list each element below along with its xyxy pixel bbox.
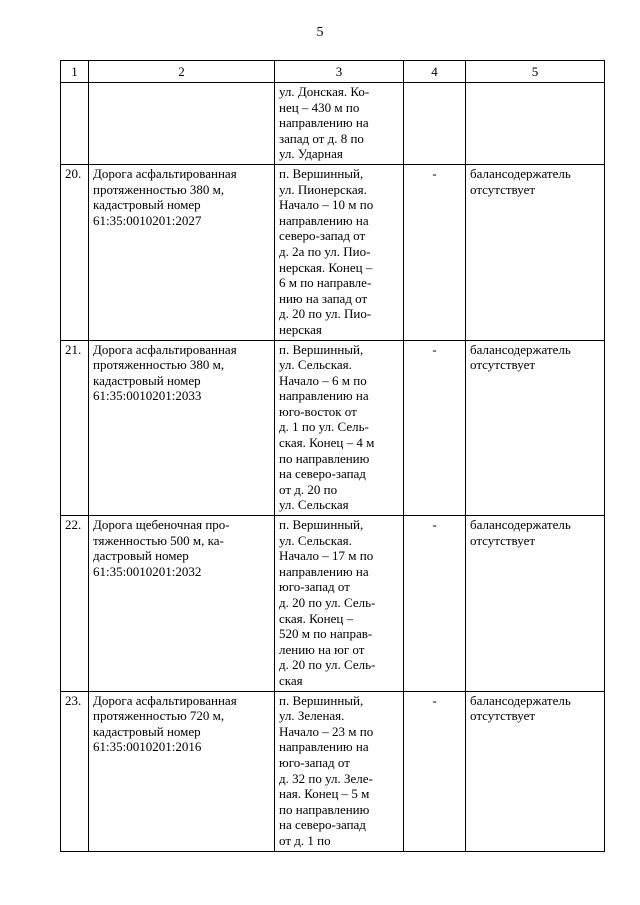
roads-register-table	[60, 60, 605, 852]
road-description-cell	[89, 691, 275, 851]
row-number: 23.	[61, 691, 89, 851]
balance-holder-cell	[466, 83, 605, 165]
road-location-line: п. Вершинный,	[279, 692, 364, 708]
road-description-line: Дорога щебеночная про-	[93, 517, 230, 533]
road-location-line: 6 м по направле-	[279, 275, 372, 291]
road-description-line: 61:35:0010201:2016	[93, 739, 202, 755]
road-description-cell	[89, 164, 275, 340]
road-location-line: направлению на	[279, 212, 369, 228]
road-location-line: ская	[279, 672, 303, 688]
road-location-line: Начало – 10 м по	[279, 197, 374, 213]
road-location-line: ул. Донская. Ко-	[279, 84, 370, 99]
road-location-line: нерская	[279, 321, 322, 337]
road-description-cell	[89, 83, 275, 165]
road-description-line: кадастровый номер	[93, 723, 201, 739]
road-location-cell	[275, 691, 404, 851]
column-4-value	[404, 83, 466, 165]
road-location-line: д. 20 по ул. Сель-	[279, 657, 376, 673]
road-description-line: 61:35:0010201:2033	[93, 388, 202, 404]
balance-holder-line: балансодержатель	[470, 165, 571, 181]
table-row	[61, 164, 605, 340]
road-location-cell	[275, 340, 404, 516]
road-location-line: д. 2а по ул. Пио-	[279, 243, 371, 259]
row-number: 20.	[61, 164, 89, 340]
road-description-line: кадастровый номер	[93, 372, 201, 388]
road-location-line: ная. Конец – 5 м	[279, 786, 370, 802]
road-location-line: д. 20 по ул. Пио-	[279, 306, 372, 322]
balance-holder-cell	[466, 516, 605, 692]
road-location-line: юго-запад от	[279, 579, 350, 595]
road-location-line: направлению на	[279, 115, 369, 131]
balance-holder-cell	[466, 340, 605, 516]
road-description-line: кадастровый номер	[93, 197, 201, 213]
row-number	[61, 83, 89, 165]
road-location-line: запад от д. 8 по	[279, 130, 364, 146]
road-location-line: п. Вершинный,	[279, 341, 364, 357]
table-row	[61, 340, 605, 516]
balance-holder-line: балансодержатель	[470, 341, 571, 357]
road-location-line: направлению на	[279, 388, 369, 404]
road-location-line: п. Вершинный,	[279, 517, 364, 533]
page-number: 5	[316, 25, 324, 40]
balance-holder-line: отсутствует	[470, 181, 536, 197]
road-description-line: тяженностью 500 м, ка-	[93, 532, 224, 548]
table-row	[61, 83, 605, 165]
road-description-line: Дорога асфальтированная	[93, 341, 237, 357]
road-location-line: на северо-запад	[279, 817, 366, 833]
road-location-line: по направлению	[279, 801, 370, 817]
road-location-line: от д. 1 по	[279, 832, 331, 848]
road-description-line: протяженностью 380 м,	[93, 181, 225, 197]
road-description-line: 61:35:0010201:2032	[93, 563, 202, 579]
column-4-value: -	[404, 691, 466, 851]
road-description-line: протяженностью 380 м,	[93, 357, 225, 373]
road-location-line: Начало – 6 м по	[279, 372, 367, 388]
road-location-line: нерская. Конец –	[279, 259, 373, 275]
road-location-line: нию на запад от	[279, 290, 368, 306]
road-location-line: п. Вершинный,	[279, 165, 364, 181]
road-description-line: дастровый номер	[93, 548, 189, 564]
table-row	[61, 691, 605, 851]
road-location-cell	[275, 164, 404, 340]
road-location-line: ул. Ударная	[279, 146, 343, 162]
balance-holder-line: отсутствует	[470, 708, 536, 724]
road-location-line: направлению на	[279, 563, 369, 579]
road-location-line: ул. Сельская.	[279, 532, 352, 548]
road-description-cell	[89, 340, 275, 516]
road-description-line: Дорога асфальтированная	[93, 165, 237, 181]
road-location-line: д. 1 по ул. Сель-	[279, 419, 369, 435]
road-location-line: ул. Пионерская.	[279, 181, 367, 197]
road-location-line: на северо-запад	[279, 466, 366, 482]
road-location-line: Начало – 17 м по	[279, 548, 374, 564]
table-row	[61, 516, 605, 692]
road-location-line: нец – 430 м по	[279, 99, 360, 115]
road-location-line: ул. Зеленая.	[279, 708, 345, 724]
road-description-line: 61:35:0010201:2027	[93, 212, 202, 228]
road-location-line: д. 20 по ул. Сель-	[279, 595, 376, 610]
road-location-line: юго-восток от	[279, 403, 357, 419]
balance-holder-line: отсутствует	[470, 357, 536, 373]
road-location-line: по направлению	[279, 450, 370, 466]
row-number: 22.	[61, 516, 89, 692]
balance-holder-cell	[466, 691, 605, 851]
column-number-header: 5	[466, 61, 605, 83]
balance-holder-cell	[466, 164, 605, 340]
road-location-line: ул. Сельская	[279, 497, 349, 513]
column-4-value: -	[404, 164, 466, 340]
road-location-cell	[275, 516, 404, 692]
road-location-line: северо-запад от	[279, 228, 366, 244]
road-location-line: от д. 20 по	[279, 481, 338, 497]
balance-holder-line: балансодержатель	[470, 692, 571, 708]
row-number: 21.	[61, 340, 89, 516]
column-4-value: -	[404, 340, 466, 516]
road-description-cell	[89, 516, 275, 692]
road-location-line: ул. Сельская.	[279, 357, 352, 373]
road-description-line: протяженностью 720 м,	[93, 708, 225, 724]
balance-holder-line: отсутствует	[470, 532, 536, 548]
column-number-header: 4	[404, 61, 466, 83]
column-number-header-row	[61, 61, 605, 83]
road-location-line: ская. Конец –	[279, 610, 354, 626]
column-number-header: 2	[89, 61, 275, 83]
road-location-line: лению на юг от	[279, 641, 365, 657]
road-description-line: Дорога асфальтированная	[93, 692, 237, 708]
road-location-line: д. 32 по ул. Зеле-	[279, 770, 373, 786]
road-location-line: Начало – 23 м по	[279, 723, 374, 739]
road-location-line: 520 м по направ-	[279, 626, 373, 642]
road-location-line: ская. Конец – 4 м	[279, 435, 375, 451]
column-number-header: 3	[275, 61, 404, 83]
balance-holder-line: балансодержатель	[470, 517, 571, 533]
road-location-cell	[275, 83, 404, 165]
road-location-line: юго-запад от	[279, 754, 350, 770]
road-location-line: направлению на	[279, 739, 369, 755]
column-4-value: -	[404, 516, 466, 692]
column-number-header: 1	[61, 61, 89, 83]
